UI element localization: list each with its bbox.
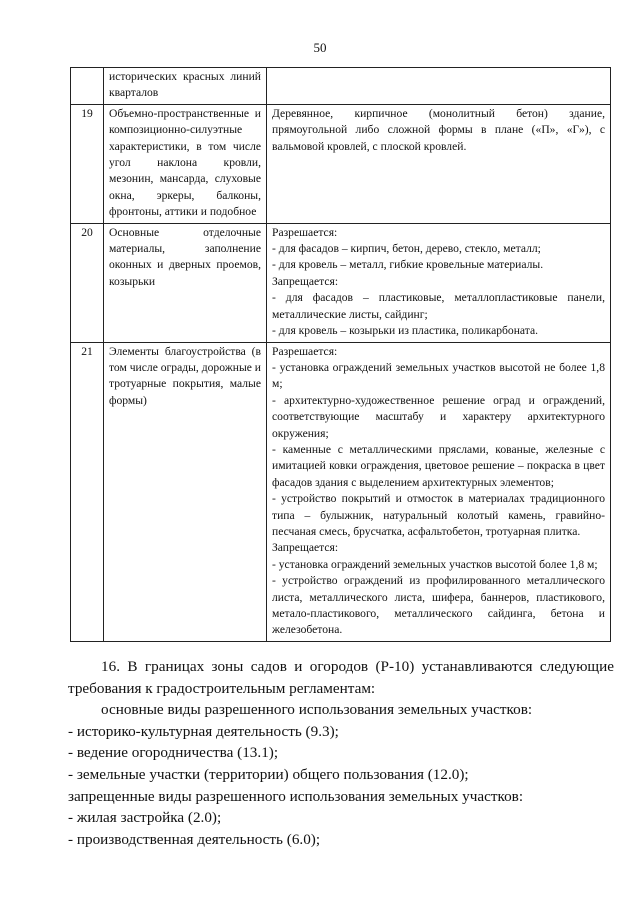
- list-item: - историко-культурная деятельность (9.3);: [68, 722, 339, 740]
- description-line: - устройство покрытий и отмосток в материалах традиционного типа – булыжник, натуральный колотый камень, гравийно-песчаная смесь, брусчатка, асфальтобетон, тротуарная плитка.: [272, 492, 605, 538]
- list-item: - жилая застройка (2.0);: [68, 809, 222, 827]
- section-paragraph: 16. В границах зоны садов и огородов (Р-10) устанавливаются следующие требования к градостроительным регламентам:: [68, 658, 614, 697]
- description-line: Запрещается:: [272, 541, 339, 555]
- parameter-name: исторических красных линий кварталов: [104, 68, 267, 105]
- description-line: - установка ограждений земельных участков высотой не более 1,8 м;: [272, 360, 605, 391]
- parameter-description: [267, 223, 611, 342]
- description-line: - для кровель – металл, гибкие кровельные материалы.: [272, 258, 544, 272]
- parameter-description: [267, 68, 611, 105]
- parameter-description: [267, 342, 611, 641]
- table-row: [71, 68, 611, 105]
- description-line: Деревянное, кирпичное (монолитный бетон) здание, прямоугольной либо сложной формы в плане («П», «Г»), с вальмовой кровлей, с плоской кровлей.: [272, 106, 605, 153]
- regulations-table: [70, 67, 611, 642]
- parameter-name: Объемно-пространственные и композиционно-силуэтные характеристики, в том числе угол наклона кровли, мезонин, мансарда, слуховые окна, эркеры, балконы, фронтоны, аттики и подобное: [104, 104, 267, 223]
- description-line: - для фасадов – пластиковые, металлопластиковые панели, металлические листы, сайдинг;: [272, 291, 605, 321]
- description-line: - для кровель – козырьки из пластика, поликарбоната.: [272, 324, 539, 338]
- main-uses-heading: основные виды разрешенного использования земельных участков:: [101, 701, 533, 719]
- table-row: [71, 104, 611, 223]
- description-line: - для фасадов – кирпич, бетон, дерево, стекло, металл;: [272, 242, 541, 256]
- description-line: - архитектурно-художественное решение оград и ограждений, соответствующие масштабу и характеру архитектурного окружения;: [272, 393, 605, 440]
- forbidden-uses-heading: запрещенные виды разрешенного использования земельных участков:: [68, 787, 524, 805]
- table-row: [71, 342, 611, 641]
- description-line: Запрещается:: [272, 274, 339, 288]
- list-item: - земельные участки (территории) общего пользования (12.0);: [68, 765, 469, 783]
- parameter-name: Элементы благоустройства (в том числе ограды, дорожные и тротуарные покрытия, малые формы): [104, 342, 267, 641]
- description-line: Разрешается:: [272, 344, 338, 358]
- description-line: - каменные с металлическими пряслами, кованые, железные с имитацией ковки ограждения, цветовое решение – покраска в цвет фасадов здания с выделением архитектурных элементов;: [272, 442, 605, 489]
- parameter-description: [267, 104, 611, 223]
- parameter-name: Основные отделочные материалы, заполнение оконных и дверных проемов, козырьки: [104, 223, 267, 342]
- table-row: [71, 223, 611, 342]
- row-number: 21: [71, 342, 104, 641]
- row-number: [71, 68, 104, 105]
- description-line: - установка ограждений земельных участков высотой более 1,8 м;: [272, 557, 598, 571]
- list-item: - ведение огородничества (13.1);: [68, 744, 279, 762]
- list-item: - производственная деятельность (6.0);: [68, 830, 321, 848]
- description-line: - устройство ограждений из профилированного металлического листа, металлического листа, шифера, баннеров, пластикового, метало-пластикового, металлического сайдинга, бетона и железобетона.: [272, 574, 605, 637]
- row-number: 20: [71, 223, 104, 342]
- page-number: 50: [313, 40, 327, 55]
- description-line: Разрешается:: [272, 225, 338, 239]
- row-number: 19: [71, 104, 104, 223]
- zone-requirements-section: [68, 656, 614, 850]
